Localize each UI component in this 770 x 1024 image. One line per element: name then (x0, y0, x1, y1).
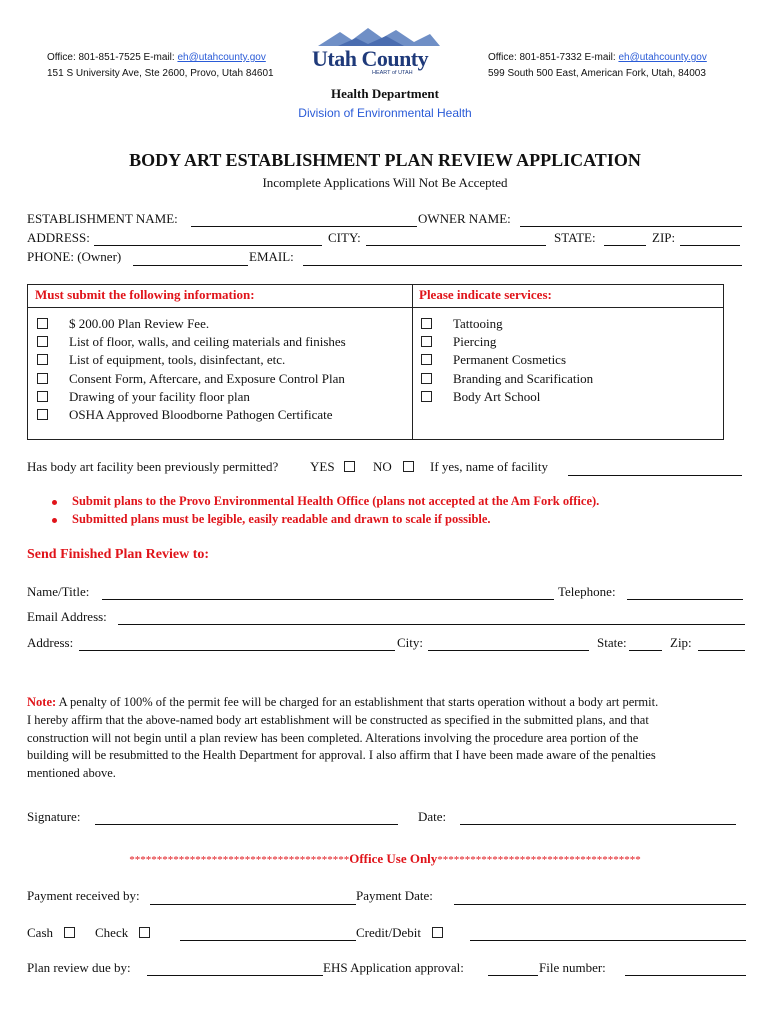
service-label: Branding and Scarification (453, 371, 594, 386)
phone-label: PHONE: (Owner) (27, 249, 122, 264)
credit-debit-checkbox[interactable] (432, 927, 443, 938)
form-subtitle: Incomplete Applications Will Not Be Accepted (262, 175, 508, 190)
city-field[interactable] (366, 245, 546, 246)
american-fork-office-phone: Office: 801-851-7332 E-mail: (488, 52, 619, 63)
requirement-checkbox[interactable] (37, 336, 48, 347)
requirement-label: List of equipment, tools, disinfectant, etc. (69, 352, 286, 367)
email-label: EMAIL: (249, 249, 294, 264)
requirement-label: Consent Form, Aftercare, and Exposure Control Plan (69, 371, 345, 386)
previously-permitted-question: Has body art facility been previously permitted? (27, 459, 279, 474)
send-state-field[interactable] (629, 650, 662, 651)
no-checkbox[interactable] (403, 461, 414, 472)
office-use-banner (0, 851, 770, 867)
state-label: STATE: (554, 230, 596, 245)
requirement-item (37, 388, 407, 406)
check-number-field[interactable] (180, 940, 356, 941)
requirement-item (37, 406, 407, 424)
requirement-checkbox[interactable] (37, 318, 48, 329)
requirement-label: List of floor, walls, and ceiling materials and finishes (69, 334, 346, 349)
american-fork-office-email-link[interactable]: eh@utahcounty.gov (618, 52, 707, 63)
send-zip-label: Zip: (670, 635, 692, 650)
mountain-icon (310, 26, 444, 48)
bullet-icon (52, 518, 57, 523)
note-label: Note: (27, 695, 57, 709)
provo-office-email-link[interactable]: eh@utahcounty.gov (177, 52, 266, 63)
service-label: Body Art School (453, 389, 541, 404)
ehs-approval-field[interactable] (488, 975, 538, 976)
send-name-title-field[interactable] (102, 599, 554, 600)
payment-date-label: Payment Date: (356, 888, 433, 903)
establishment-name-field[interactable] (191, 226, 417, 227)
service-item (421, 388, 721, 406)
yes-checkbox[interactable] (344, 461, 355, 472)
file-number-field[interactable] (625, 975, 746, 976)
send-telephone-field[interactable] (627, 599, 743, 600)
send-telephone-label: Telephone: (558, 584, 616, 599)
service-checkbox[interactable] (421, 391, 432, 402)
payment-received-field[interactable] (150, 904, 356, 905)
requirement-checkbox[interactable] (37, 391, 48, 402)
requirement-label: $ 200.00 Plan Review Fee. (69, 316, 210, 331)
address-label: ADDRESS: (27, 230, 90, 245)
signature-label: Signature: (27, 809, 81, 824)
service-item (421, 370, 721, 388)
table-header-rule (27, 307, 724, 308)
facility-name-label: If yes, name of facility (430, 459, 549, 474)
affirmation-line: construction will not begin until a plan review has been completed. Alterations involving the procedure area portion of the (27, 731, 639, 745)
check-option (95, 925, 150, 941)
legibility-note: Submitted plans must be legible, easily readable and drawn to scale if possible. (72, 512, 491, 526)
credit-debit-option (356, 925, 443, 941)
penalty-text: A penalty of 100% of the permit fee will be charged for an establishment that starts operation without a body art permit. (56, 695, 659, 709)
send-zip-field[interactable] (698, 650, 745, 651)
send-address-field[interactable] (79, 650, 395, 651)
requirement-checkbox[interactable] (37, 373, 48, 384)
send-email-label: Email Address: (27, 609, 107, 624)
credit-debit-field[interactable] (470, 940, 746, 941)
city-label: CITY: (328, 230, 361, 245)
office-use-stars-left: **************************************** (129, 854, 350, 866)
requirement-label: OSHA Approved Bloodborne Pathogen Certificate (69, 407, 333, 422)
office-use-label: Office Use Only (349, 851, 438, 866)
affirmation-line: mentioned above. (27, 766, 116, 780)
zip-label: ZIP: (652, 230, 676, 245)
bullet-icon (52, 500, 57, 505)
payment-received-label: Payment received by: (27, 888, 140, 903)
establishment-name-label: ESTABLISHMENT NAME: (27, 211, 178, 226)
service-checkbox[interactable] (421, 373, 432, 384)
send-city-label: City: (397, 635, 424, 650)
payment-date-field[interactable] (454, 904, 746, 905)
facility-name-field[interactable] (568, 475, 742, 476)
credit-debit-label: Credit/Debit (356, 925, 421, 940)
service-item (421, 315, 721, 333)
signature-field[interactable] (95, 824, 398, 825)
requirement-item (37, 315, 407, 333)
email-field[interactable] (303, 265, 742, 266)
cash-label: Cash (27, 925, 53, 940)
submission-note: Submit plans to the Provo Environmental Health Office (plans not accepted at the Am Fork office). (72, 494, 600, 508)
cash-checkbox[interactable] (64, 927, 75, 938)
provo-office-phone: Office: 801-851-7525 E-mail: (47, 52, 178, 63)
plan-review-due-field[interactable] (147, 975, 323, 976)
requirement-checkbox[interactable] (37, 354, 48, 365)
affirmation-line: building will be resubmitted to the Health Department for approval. I also affirm that I have been made aware of the penalties (27, 748, 656, 762)
requirement-item (37, 351, 407, 369)
american-fork-office-address: 599 South 500 East, American Fork, Utah, 84003 (488, 68, 706, 79)
zip-field[interactable] (680, 245, 740, 246)
state-field[interactable] (604, 245, 646, 246)
service-checkbox[interactable] (421, 336, 432, 347)
service-label: Piercing (453, 334, 497, 349)
service-item (421, 351, 721, 369)
service-label: Permanent Cosmetics (453, 352, 567, 367)
service-item (421, 333, 721, 351)
service-checkbox[interactable] (421, 318, 432, 329)
address-field[interactable] (94, 245, 322, 246)
provo-office-address: 151 S University Ave, Ste 2600, Provo, Utah 84601 (47, 68, 274, 79)
check-label: Check (95, 925, 129, 940)
send-email-field[interactable] (118, 624, 745, 625)
date-field[interactable] (460, 824, 736, 825)
plan-review-due-label: Plan review due by: (27, 960, 131, 975)
requirement-item (37, 370, 407, 388)
file-number-label: File number: (539, 960, 606, 975)
owner-name-field[interactable] (520, 226, 742, 227)
requirements-heading: Must submit the following information: (35, 287, 255, 302)
logo-wordmark: Utah County (312, 46, 429, 71)
form-title: BODY ART ESTABLISHMENT PLAN REVIEW APPLICATION (129, 150, 641, 170)
office-use-stars-right: ************************************* (437, 854, 641, 866)
affirmation-line: I hereby affirm that the above-named body art establishment will be constructed as specified in the submitted plans, and that (27, 713, 649, 727)
department-name: Health Department (331, 86, 439, 101)
previously-permitted-yes (310, 459, 355, 475)
phone-field[interactable] (133, 265, 248, 266)
cash-option (27, 925, 75, 941)
send-city-field[interactable] (428, 650, 589, 651)
requirement-label: Drawing of your facility floor plan (69, 389, 250, 404)
service-checkbox[interactable] (421, 354, 432, 365)
send-to-heading: Send Finished Plan Review to: (27, 547, 210, 562)
date-label: Date: (418, 809, 447, 824)
send-address-label: Address: (27, 635, 74, 650)
service-label: Tattooing (453, 316, 503, 331)
utah-county-logo (310, 26, 444, 80)
no-label: NO (373, 459, 392, 474)
division-name: Division of Environmental Health (298, 106, 472, 120)
requirement-item (37, 333, 407, 351)
send-state-label: State: (597, 635, 627, 650)
penalty-note (27, 695, 658, 710)
check-checkbox[interactable] (139, 927, 150, 938)
provo-office-contact (47, 50, 266, 66)
previously-permitted-no (373, 459, 414, 475)
send-name-title-label: Name/Title: (27, 584, 90, 599)
requirement-checkbox[interactable] (37, 409, 48, 420)
services-heading: Please indicate services: (419, 287, 552, 302)
american-fork-office-contact (488, 50, 707, 66)
ehs-approval-label: EHS Application approval: (323, 960, 464, 975)
yes-label: YES (310, 459, 335, 474)
logo-tagline: HEART of UTAH (372, 70, 413, 76)
owner-name-label: OWNER NAME: (418, 211, 511, 226)
